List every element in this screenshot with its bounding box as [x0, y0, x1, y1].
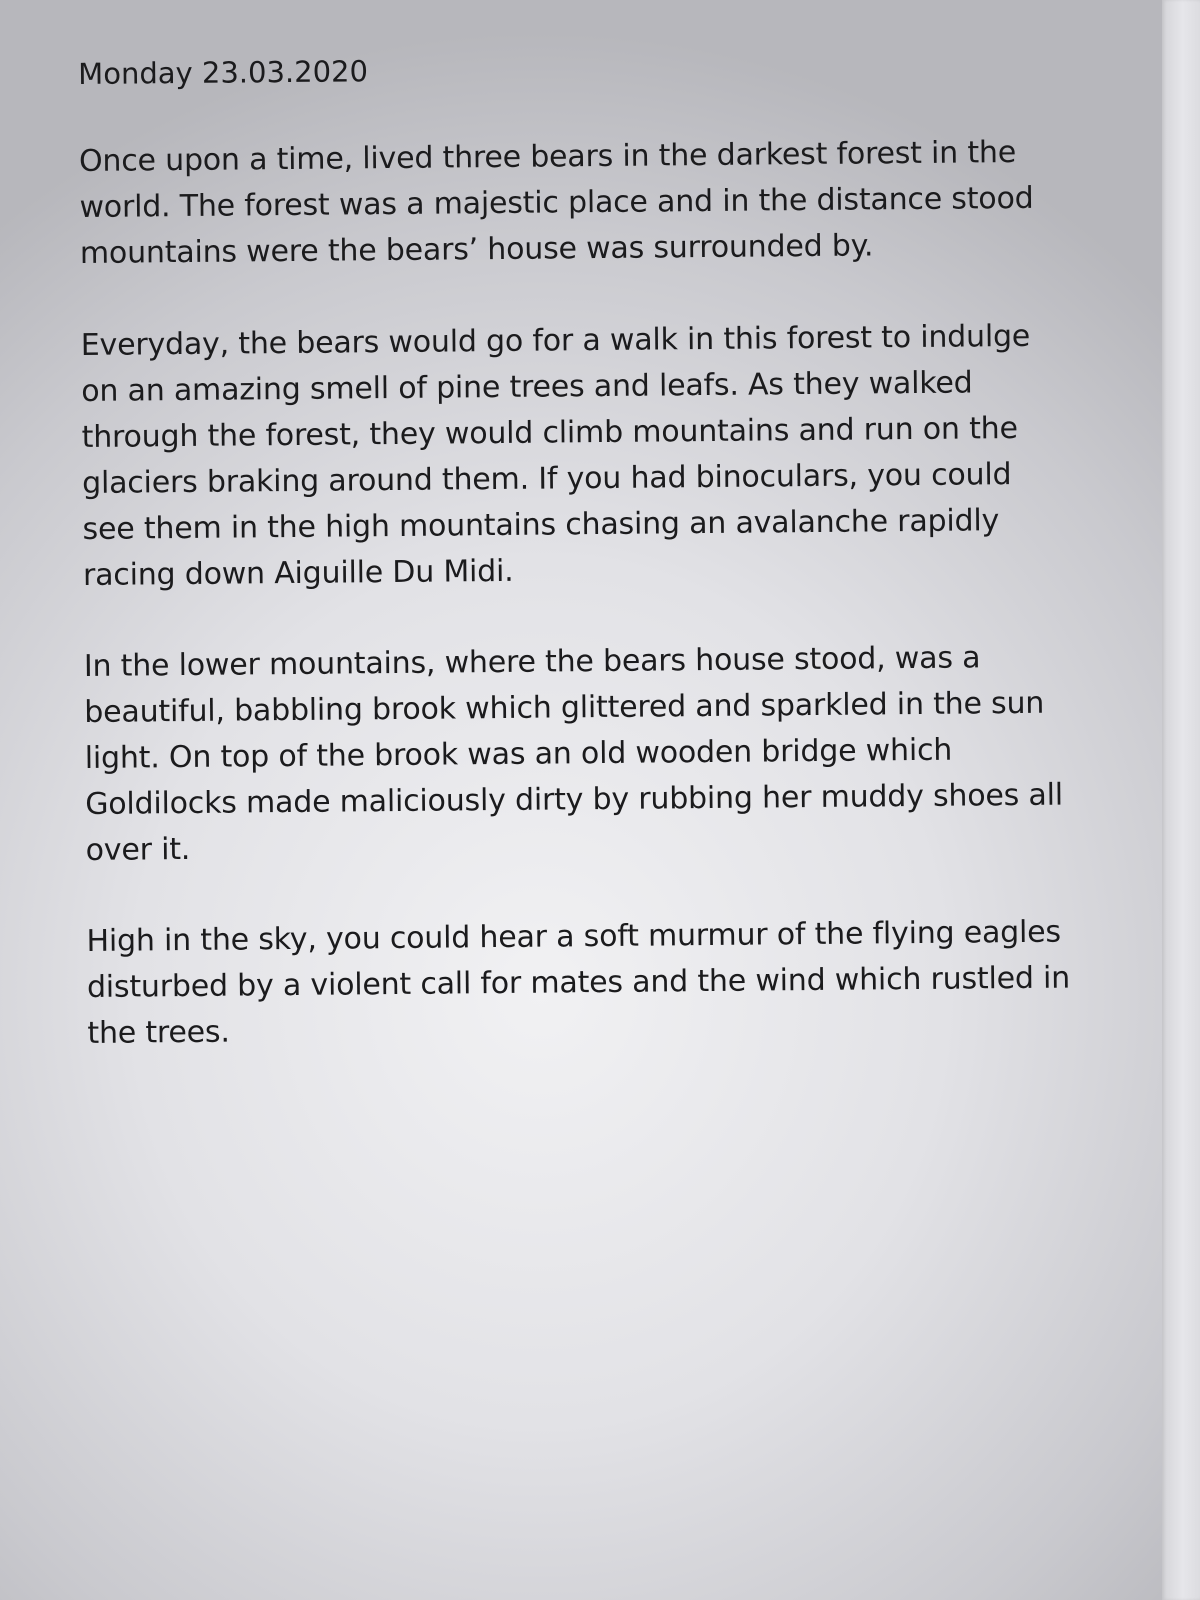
document-date: Monday 23.03.2020	[78, 54, 369, 91]
paragraph-3: In the lower mountains, where the bears house stood, was a beautiful, babbling brook which glittered and sparkled in the sun light. On top of the brook was an old wooden bridge which Goldilocks made maliciously dirty by rubbing her muddy shoes all over it.	[83, 640, 1064, 868]
page-edge-shadow	[1162, 0, 1200, 1600]
paragraph-2: Everyday, the bears would go for a walk in this forest to indulge on an amazing smell of pine trees and leafs. As they walked through the forest, they would climb mountains and run on the glaciers braking around them. If you had binoculars, you could see them in the high mountains chasing an avalanche rapidly racing down Aiguille Du Midi.	[80, 318, 1031, 593]
document-page	[78, 42, 1078, 1056]
paragraph-4: High in the sky, you could hear a soft murmur of the flying eagles disturbed by a violent call for mates and the wind which rustled in the trees.	[86, 914, 1071, 1051]
paragraph-1: Once upon a time, lived three bears in the darkest forest in the world. The forest was a majestic place and in the distance stood mountains were the bears’ house was surrounded by.	[78, 135, 1034, 271]
